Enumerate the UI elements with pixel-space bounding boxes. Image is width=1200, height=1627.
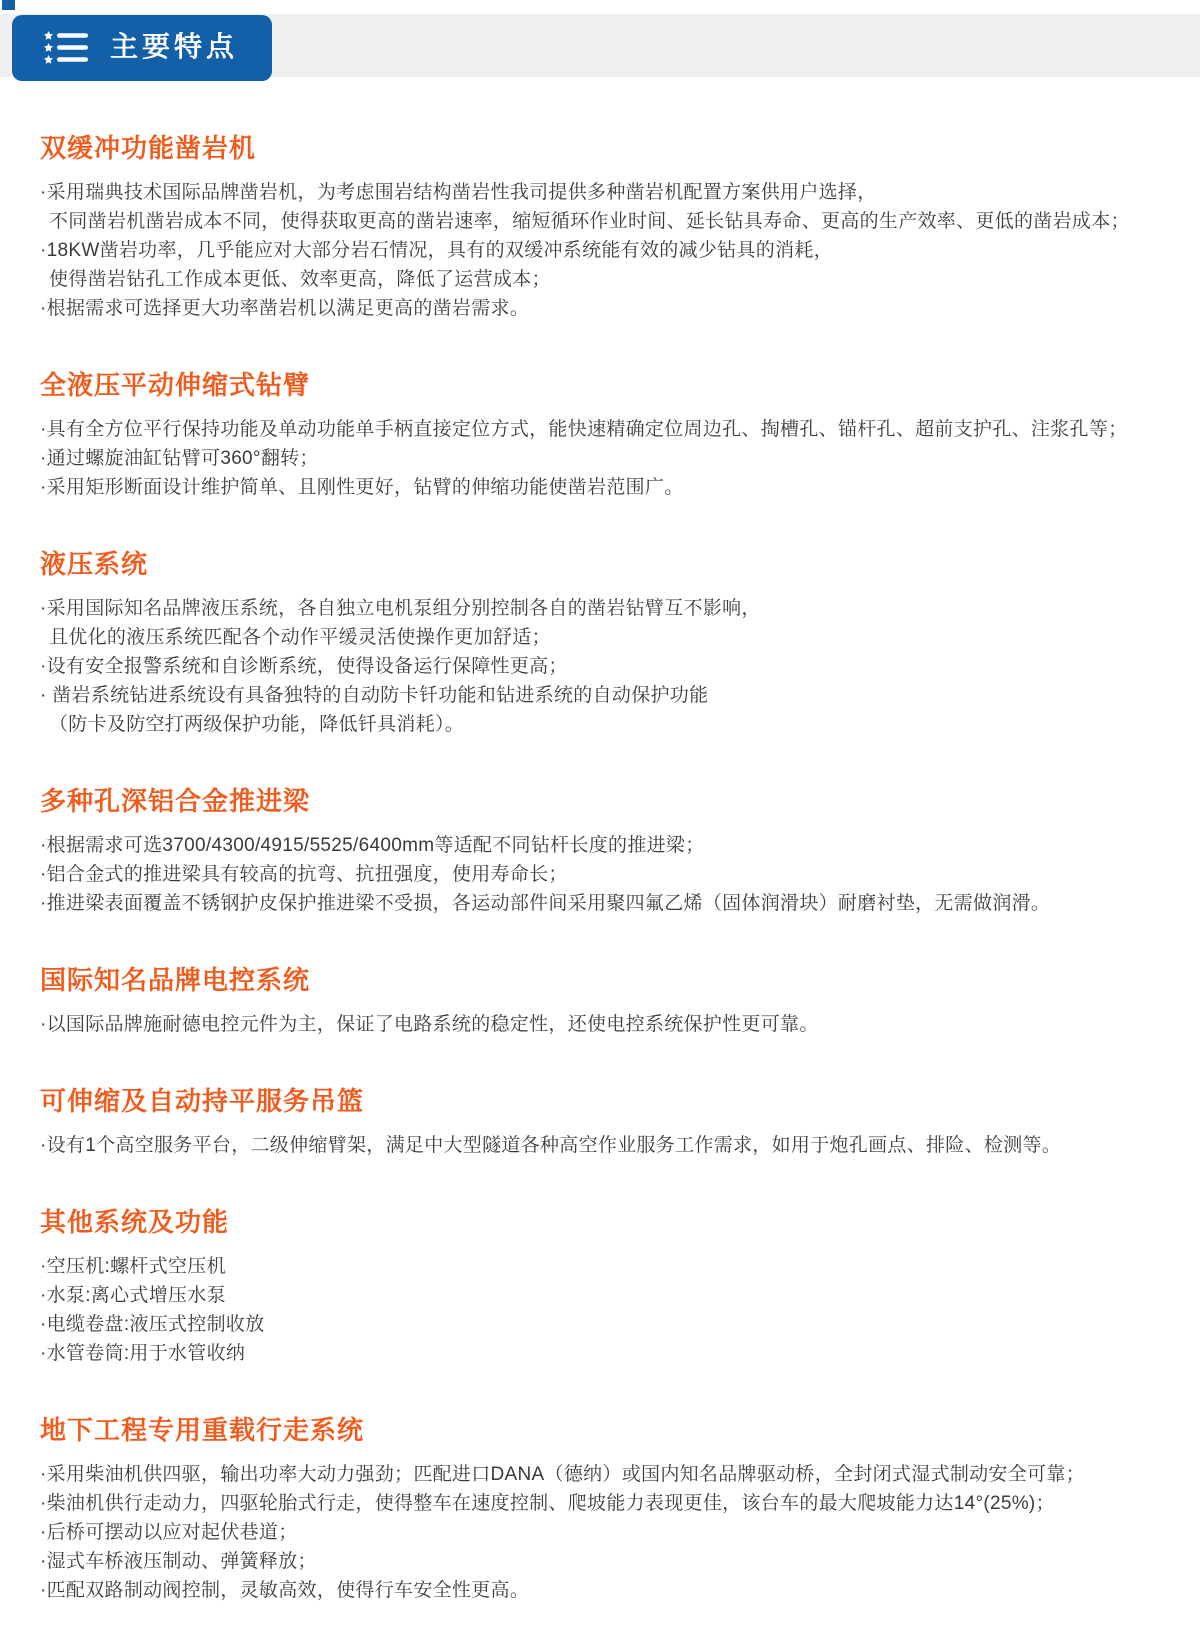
feature-line: ·柴油机供行走动力，四驱轮胎式行走，使得整车在速度控制、爬坡能力表现更佳，该台车的最大爬坡能力达14°(25%)； <box>40 1493 1055 1514</box>
section-title: 其他系统及功能 <box>40 1207 230 1237</box>
section-lines <box>40 1131 1160 1160</box>
feature-line: ·匹配双路制动阀控制，灵敏高效，使得行车安全性更高。 <box>40 1580 530 1601</box>
page-title: 主要特点 <box>110 31 239 62</box>
section-title: 国际知名品牌电控系统 <box>40 965 311 995</box>
feature-section <box>40 133 1160 323</box>
feature-line: ·水泵:离心式增压水泵 <box>40 1285 226 1306</box>
section-lines <box>40 594 1160 739</box>
feature-section <box>40 549 1160 739</box>
feature-line: ·具有全方位平行保持功能及单动功能单手柄直接定位方式，能快速精确定位周边孔、掏槽孔、锚杆孔、超前支护孔、注浆孔等； <box>40 419 1128 440</box>
feature-line: （防卡及防空打两级保护功能，降低钎具消耗）。 <box>49 714 465 735</box>
section-title: 液压系统 <box>40 549 149 579</box>
section-lines <box>40 831 1160 918</box>
corner-accent <box>2 0 15 10</box>
feature-line: ·电缆卷盘:液压式控制收放 <box>40 1314 265 1335</box>
feature-line: ·采用柴油机供四驱，输出功率大动力强劲；匹配进口DANA（德纳）或国内知名品牌驱动桥，全封闭式湿式制动安全可靠； <box>40 1464 1085 1485</box>
section-lines <box>40 1252 1160 1368</box>
section-lines <box>40 1460 1160 1605</box>
features-content <box>0 133 1200 1605</box>
feature-line: ·设有安全报警系统和自诊断系统，使得设备运行保障性更高； <box>40 656 568 677</box>
feature-line: ·根据需求可选3700/4300/4915/5525/6400mm等适配不同钻杆长度的推进梁； <box>40 835 705 856</box>
section-title: 全液压平动伸缩式钻臂 <box>40 370 311 400</box>
feature-line: ·设有1个高空服务平台，二级伸缩臂架，满足中大型隧道各种高空作业服务工作需求，如用于炮孔画点、排险、检测等。 <box>40 1135 1062 1156</box>
feature-line: · 凿岩系统钻进系统设有具备独特的自动防卡钎功能和钻进系统的自动保护功能 <box>40 685 709 706</box>
feature-line: 不同凿岩机凿岩成本不同，使得获取更高的凿岩速率，缩短循环作业时间、延长钻具寿命、更高的生产效率、更低的凿岩成本； <box>49 211 1130 232</box>
feature-line: ·根据需求可选择更大功率凿岩机以满足更高的凿岩需求。 <box>40 298 530 319</box>
section-title: 可伸缩及自动持平服务吊篮 <box>40 1086 365 1116</box>
feature-line: ·后桥可摆动以应对起伏巷道； <box>40 1522 298 1543</box>
feature-line: 使得凿岩钻孔工作成本更低、效率更高，降低了运营成本； <box>49 269 551 290</box>
feature-line: ·水管卷筒:用于水管收纳 <box>40 1343 246 1364</box>
section-lines <box>40 178 1160 323</box>
feature-section <box>40 1207 1160 1368</box>
feature-section <box>40 370 1160 502</box>
feature-line: ·湿式车桥液压制动、弹簧释放； <box>40 1551 317 1572</box>
feature-line: ·采用国际知名品牌液压系统，各自独立电机泵组分别控制各自的凿岩钻臂互不影响， <box>40 598 761 619</box>
feature-section <box>40 786 1160 918</box>
feature-line: ·通过螺旋油缸钻臂可360°翻转； <box>40 448 319 469</box>
list-icon <box>44 30 90 66</box>
feature-section <box>40 1086 1160 1160</box>
feature-line: ·推进梁表面覆盖不锈钢护皮保护推进梁不受损，各运动部件间采用聚四氟乙烯（固体润滑块）耐磨衬垫，无需做润滑。 <box>40 893 1051 914</box>
page-header <box>0 0 1200 85</box>
section-title: 多种孔深铝合金推进梁 <box>40 786 311 816</box>
feature-line: ·铝合金式的推进梁具有较高的抗弯、抗扭强度，使用寿命长； <box>40 864 568 885</box>
section-lines <box>40 415 1160 502</box>
section-title: 地下工程专用重载行走系统 <box>40 1415 365 1445</box>
feature-line: ·空压机:螺杆式空压机 <box>40 1256 226 1277</box>
title-banner <box>12 15 272 81</box>
feature-line: ·18KW凿岩功率，几乎能应对大部分岩石情况，具有的双缓冲系统能有效的减少钻具的消耗， <box>40 240 833 261</box>
feature-section <box>40 1415 1160 1605</box>
feature-section <box>40 965 1160 1039</box>
feature-line: ·以国际品牌施耐德电控元件为主，保证了电路系统的稳定性，还使电控系统保护性更可靠。 <box>40 1014 819 1035</box>
section-title: 双缓冲功能凿岩机 <box>40 133 257 163</box>
feature-line: ·采用瑞典技术国际品牌凿岩机，为考虑围岩结构凿岩性我司提供多种凿岩机配置方案供用户选择， <box>40 182 877 203</box>
section-lines <box>40 1010 1160 1039</box>
feature-line: 且优化的液压系统匹配各个动作平缓灵活使操作更加舒适； <box>49 627 551 648</box>
feature-line: ·采用矩形断面设计维护简单、且刚性更好，钻臂的伸缩功能使凿岩范围广。 <box>40 477 684 498</box>
